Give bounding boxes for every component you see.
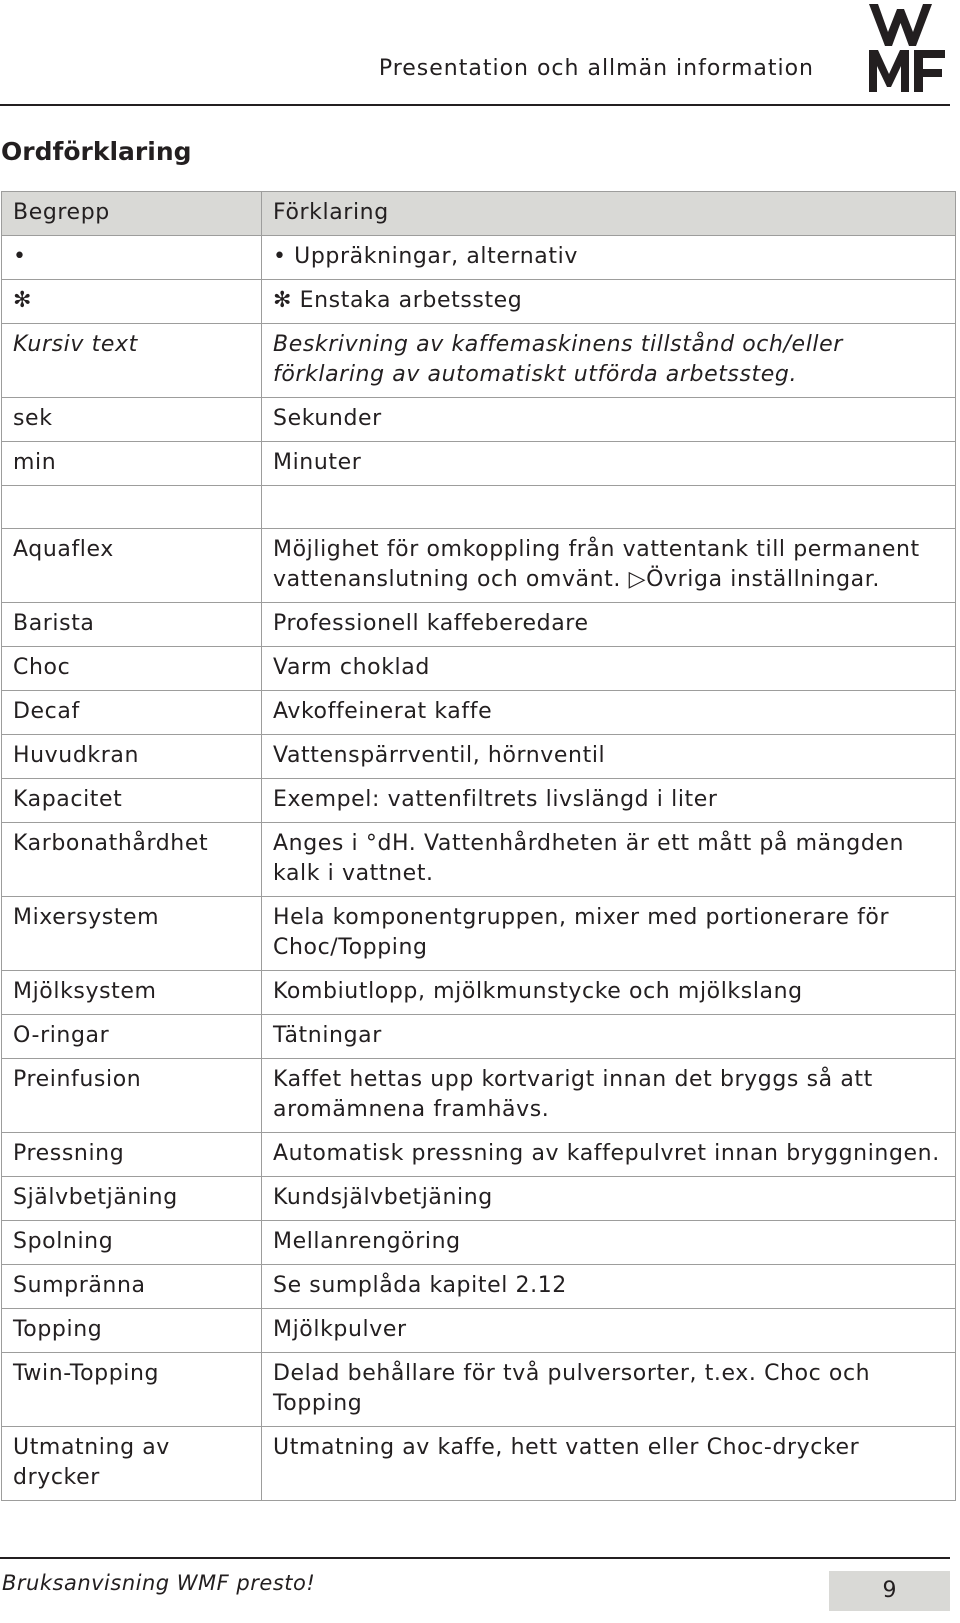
table-row (2, 779, 956, 823)
column-header-explanation: Förklaring (262, 192, 956, 236)
page-header-title: Presentation och allmän information (378, 56, 814, 81)
term-cell: Topping (2, 1309, 262, 1353)
table-row (2, 897, 956, 971)
explanation-cell: Delad behållare för två pulversorter, t.ex. Choc och Topping (262, 1353, 956, 1427)
term-cell: O-ringar (2, 1015, 262, 1059)
term-cell: ✻ (2, 280, 262, 324)
table-row (2, 647, 956, 691)
table-row (2, 735, 956, 779)
term-cell: Preinfusion (2, 1059, 262, 1133)
table-row (2, 1353, 956, 1427)
table-row (2, 398, 956, 442)
term-cell: Självbetjäning (2, 1177, 262, 1221)
explanation-cell: Mjölkpulver (262, 1309, 956, 1353)
term-cell: Pressning (2, 1133, 262, 1177)
term-cell: Twin-Topping (2, 1353, 262, 1427)
explanation-cell: Automatisk pressning av kaffepulvret innan bryggningen. (262, 1133, 956, 1177)
explanation-cell: Professionell kaffeberedare (262, 603, 956, 647)
explanation-cell: Vattenspärrventil, hörnventil (262, 735, 956, 779)
table-row (2, 1133, 956, 1177)
term-cell: Kursiv text (2, 324, 262, 398)
explanation-cell: Utmatning av kaffe, hett vatten eller Choc-drycker (262, 1427, 956, 1501)
table-row (2, 442, 956, 486)
explanation-cell: Minuter (262, 442, 956, 486)
table-row (2, 691, 956, 735)
table-row (2, 971, 956, 1015)
explanation-cell: Kaffet hettas upp kortvarigt innan det bryggs så att aromämnena framhävs. (262, 1059, 956, 1133)
table-row (2, 280, 956, 324)
table-row (2, 1221, 956, 1265)
explanation-cell: Mellanrengöring (262, 1221, 956, 1265)
term-cell: Barista (2, 603, 262, 647)
term-cell: Spolning (2, 1221, 262, 1265)
explanation-cell: Exempel: vattenfiltrets livslängd i liter (262, 779, 956, 823)
term-cell: sek (2, 398, 262, 442)
table-row (2, 1177, 956, 1221)
explanation-cell: ✻ Enstaka arbetssteg (262, 280, 956, 324)
term-cell: Kapacitet (2, 779, 262, 823)
term-cell: • (2, 236, 262, 280)
explanation-cell: Avkoffeinerat kaffe (262, 691, 956, 735)
term-cell: Decaf (2, 691, 262, 735)
table-row (2, 1427, 956, 1501)
explanation-cell: Hela komponentgruppen, mixer med portionerare för Choc/Topping (262, 897, 956, 971)
section-title: Ordförklaring (1, 137, 192, 166)
table-row (2, 324, 956, 398)
footer-manual-title: Bruksanvisning WMF presto! (2, 1571, 316, 1595)
table-row (2, 1015, 956, 1059)
empty-cell (262, 486, 956, 529)
table-row (2, 236, 956, 280)
glossary-table (1, 191, 956, 1501)
explanation-cell: Tätningar (262, 1015, 956, 1059)
page-number: 9 (829, 1571, 950, 1611)
explanation-cell: Möjlighet för omkoppling från vattentank till permanent vattenanslutning och omvänt. ▷Övriga inställningar. (262, 529, 956, 603)
explanation-cell: Varm choklad (262, 647, 956, 691)
column-header-term: Begrepp (2, 192, 262, 236)
table-row (2, 1265, 956, 1309)
term-cell: Choc (2, 647, 262, 691)
term-cell: Karbonathårdhet (2, 823, 262, 897)
explanation-cell: Kombiutlopp, mjölkmunstycke och mjölkslang (262, 971, 956, 1015)
table-row (2, 1059, 956, 1133)
term-cell: Huvudkran (2, 735, 262, 779)
table-row (2, 823, 956, 897)
empty-cell (2, 486, 262, 529)
term-cell: Mixersystem (2, 897, 262, 971)
term-cell: Utmatning av drycker (2, 1427, 262, 1501)
explanation-cell: Beskrivning av kaffemaskinens tillstånd och/eller förklaring av automatiskt utförda arbetssteg. (262, 324, 956, 398)
header-divider (0, 104, 950, 106)
spacer-row (2, 486, 956, 529)
table-row (2, 1309, 956, 1353)
table-header-row (2, 192, 956, 236)
footer-divider (0, 1557, 950, 1559)
term-cell: Aquaflex (2, 529, 262, 603)
term-cell: min (2, 442, 262, 486)
wmf-logo (869, 4, 945, 96)
table-row (2, 603, 956, 647)
explanation-cell: Se sumplåda kapitel 2.12 (262, 1265, 956, 1309)
term-cell: Mjölksystem (2, 971, 262, 1015)
explanation-cell: • Uppräkningar, alternativ (262, 236, 956, 280)
explanation-cell: Anges i °dH. Vattenhårdheten är ett mått på mängden kalk i vattnet. (262, 823, 956, 897)
table-row (2, 529, 956, 603)
explanation-cell: Kundsjälvbetjäning (262, 1177, 956, 1221)
explanation-cell: Sekunder (262, 398, 956, 442)
term-cell: Sumpränna (2, 1265, 262, 1309)
